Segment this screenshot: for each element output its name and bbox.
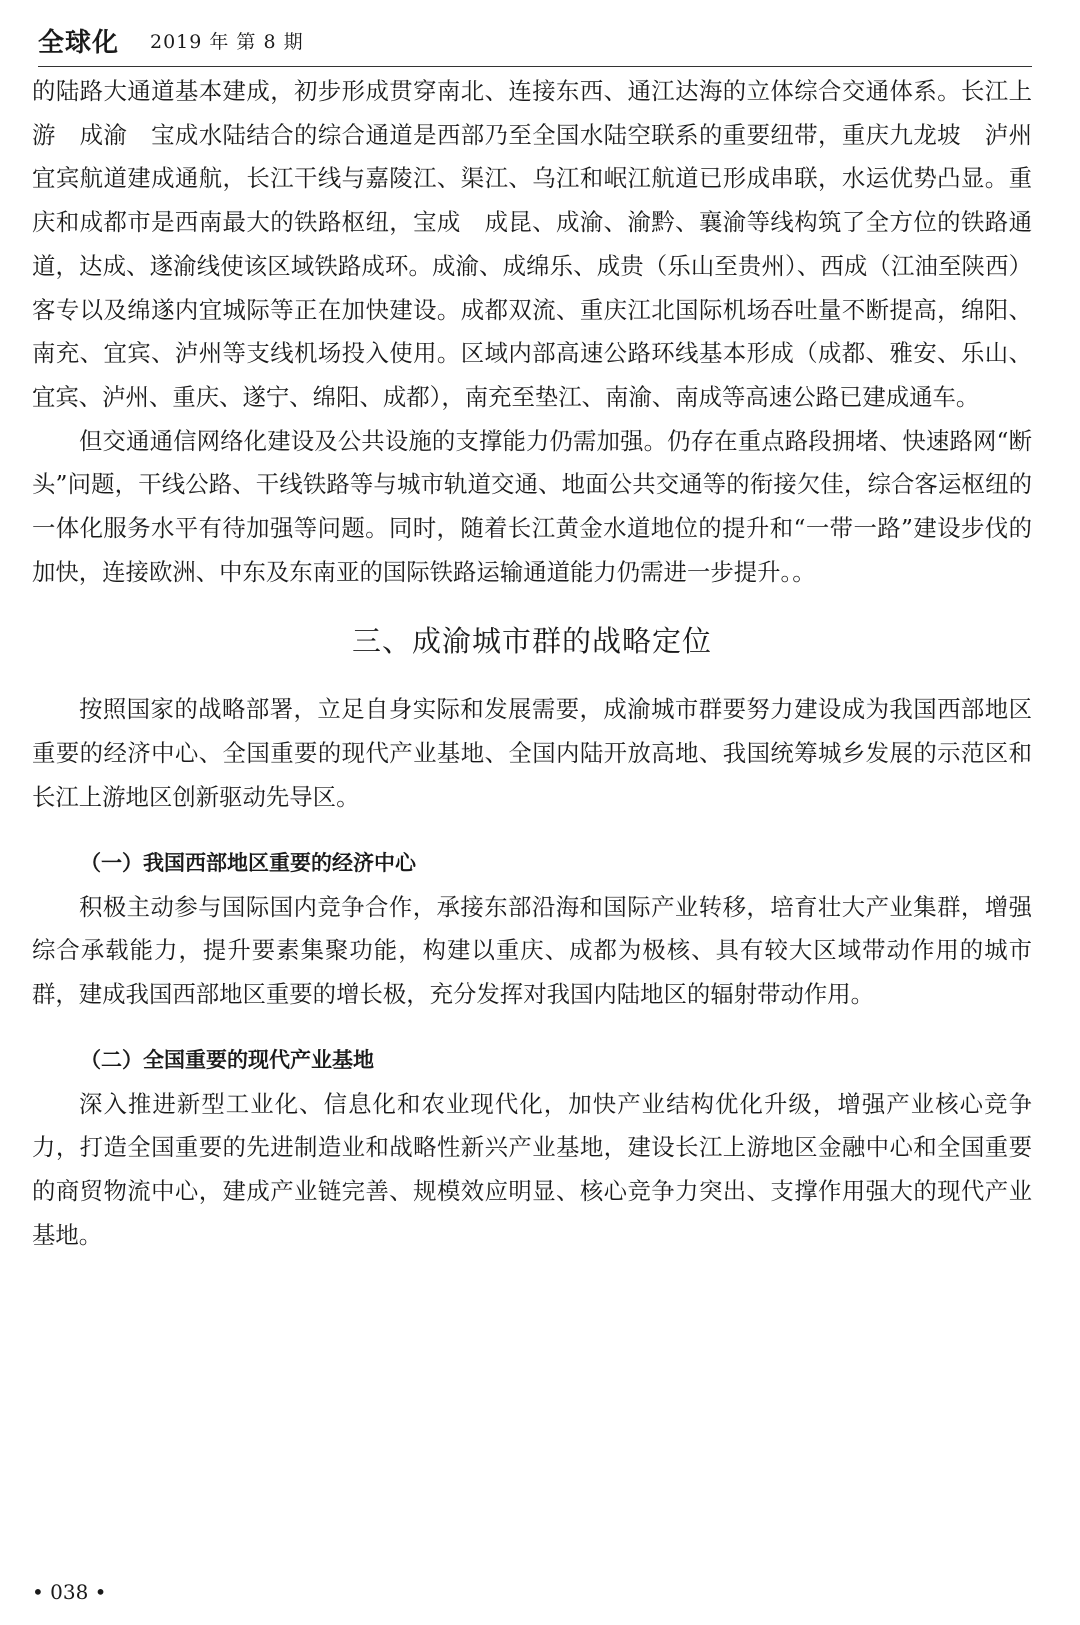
subheading-industrial-base: （二）全国重要的现代产业基地: [80, 1047, 374, 1072]
page-header: [38, 18, 1032, 67]
article-body: [32, 70, 1056, 1257]
subheading-economic-center: （一）我国西部地区重要的经济中心: [80, 850, 416, 875]
paragraph-strategic-positioning: 按照国家的战略部署，立足自身实际和发展需要，成渝城市群要努力建设成为我国西部地区重要的经济中心、全国重要的现代产业基地、全国内陆开放高地、我国统筹城乡发展的示范区和长江上游地区创新驱动先导区。: [32, 695, 1032, 811]
page-number: • 038 •: [32, 1580, 107, 1604]
journal-brand: 全球化: [38, 28, 120, 58]
paragraph-transport-shortcomings: 但交通通信网络化建设及公共设施的支撑能力仍需加强。仍存在重点路段拥堵、快速路网“断头”问题，干线公路、干线铁路等与城市轨道交通、地面公共交通等的衔接欠佳，综合客运枢纽的一体化服务水平有待加强等问题。同时，随着长江黄金水道地位的提升和“一带一路”建设步伐的加快，连接欧洲、中东及东南亚的国际铁路运输通道能力仍需进一步提升。。: [32, 426, 1032, 586]
paragraph-transport-network: 的陆路大通道基本建成，初步形成贯穿南北、连接东西、通江达海的立体综合交通体系。长江上游 成渝 宝成水陆结合的综合通道是西部乃至全国水陆空联系的重要纽带，重庆九龙坡 泸州 宜宾航道建成通航，长江干线与嘉陵江、渠江、乌江和岷江航道已形成串联，水运优势凸显。重庆和成都市是西南最大的铁路枢纽，宝成 成昆、成渝、渝黔、襄渝等线构筑了全方位的铁路通道，达成、遂渝线使该区域铁路成环。成渝、成绵乐、成贵（乐山至贵州）、西成（江油至陕西）客专以及绵遂内宜城际等正在加快建设。成都双流、重庆江北国际机场吞吐量不断提高，绵阳、南充、宜宾、泸州等支线机场投入使用。区域内部高速公路环线基本形成（成都、雅安、乐山、宜宾、泸州、重庆、遂宁、绵阳、成都），南充至垫江、南渝、南成等高速公路已建成通车。: [32, 77, 1056, 411]
paragraph-industrial-base: 深入推进新型工业化、信息化和农业现代化，加快产业结构优化升级，增强产业核心竞争力，打造全国重要的先进制造业和战略性新兴产业基地，建设长江上游地区金融中心和全国重要的商贸物流中心，建成产业链完善、规模效应明显、核心竞争力突出、支撑作用强大的现代产业基地。: [32, 1089, 1032, 1249]
issue-label: 2019 年 第 8 期: [150, 31, 304, 53]
paragraph-economic-center: 积极主动参与国际国内竞争合作，承接东部沿海和国际产业转移，培育壮大产业集群，增强综合承载能力，提升要素集聚功能，构建以重庆、成都为极核、具有较大区域带动作用的城市群，建成我国西部地区重要的增长极，充分发挥对我国内陆地区的辐射带动作用。: [32, 892, 1032, 1008]
section-title: 三、成渝城市群的战略定位: [351, 624, 712, 659]
